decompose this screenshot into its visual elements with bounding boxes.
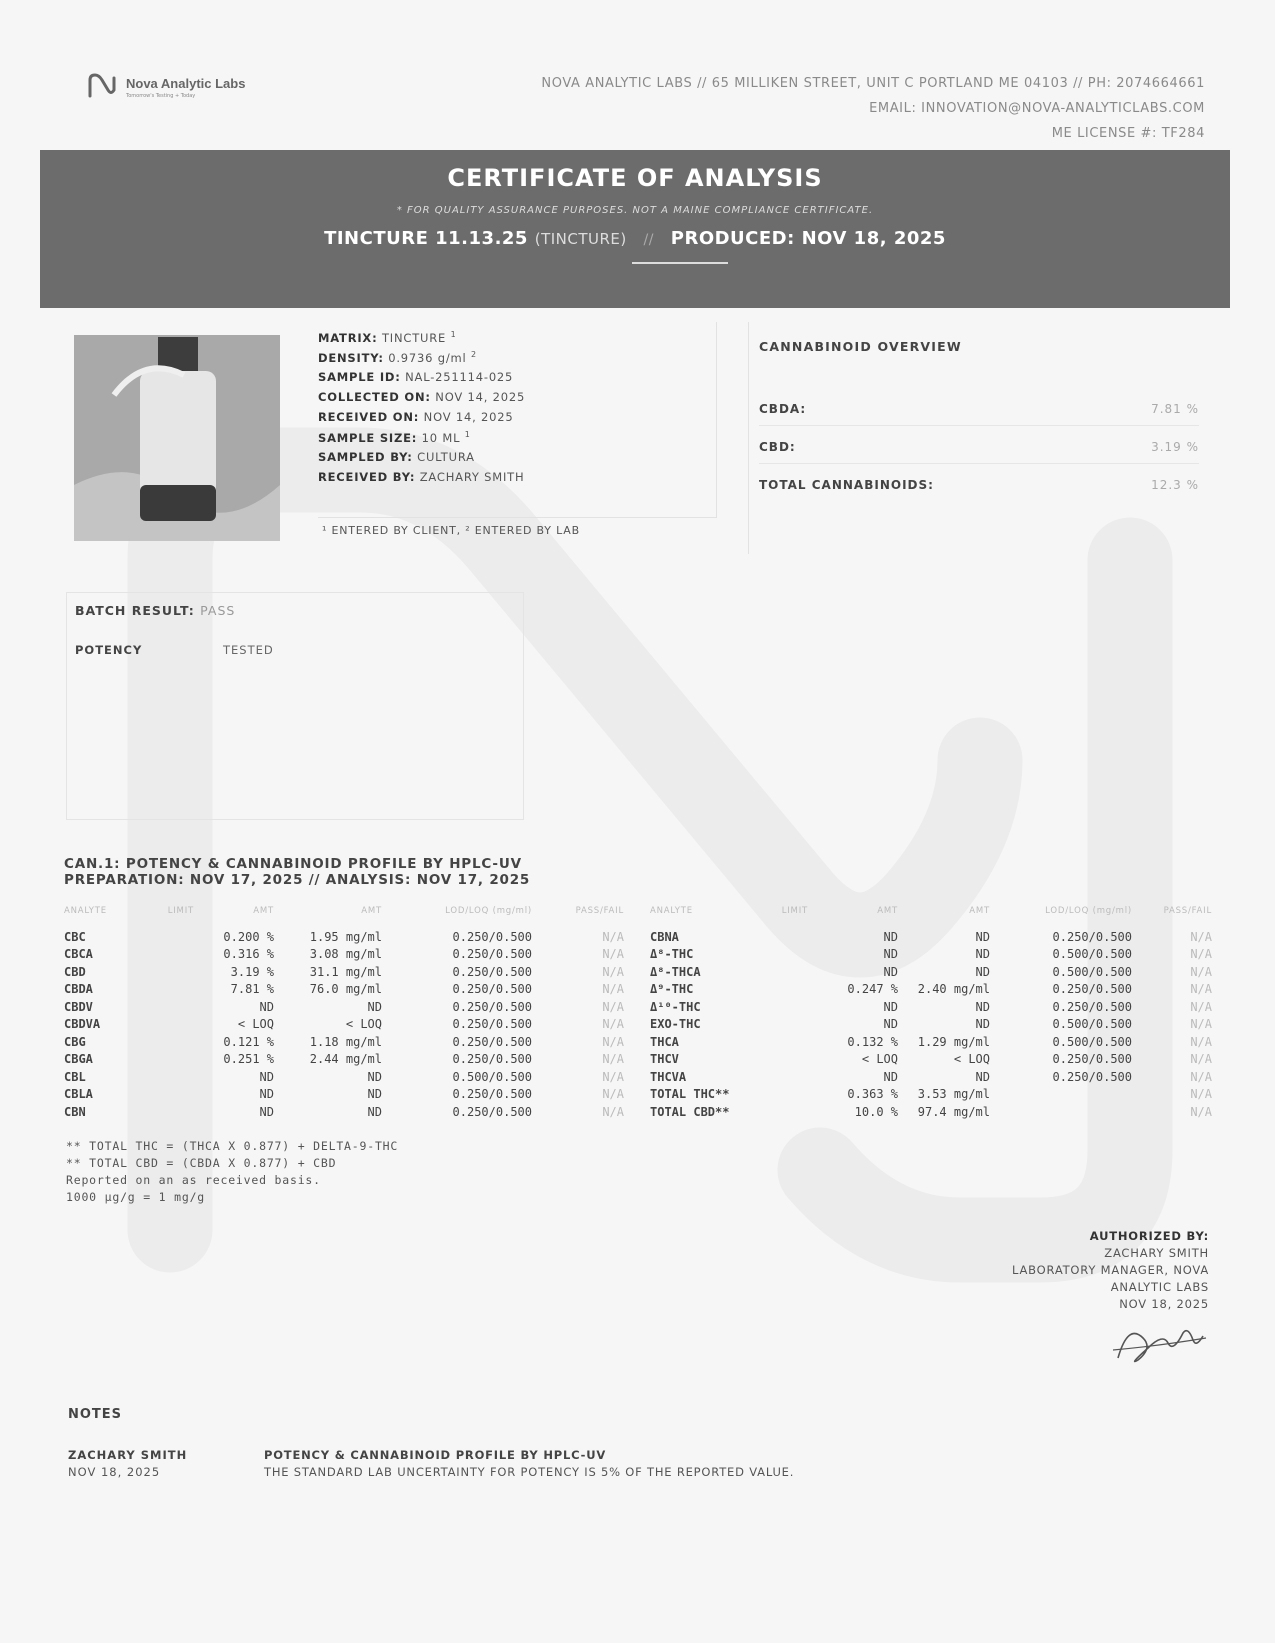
pass-fail-status: N/A — [602, 947, 624, 962]
overview-row-cbda — [759, 402, 1199, 426]
analyte-name: CBDV — [64, 999, 93, 1014]
batch-test-name: POTENCY — [75, 643, 143, 657]
amount-mg-ml: ND — [367, 999, 382, 1014]
lod-loq-value: 0.250/0.500 — [1052, 999, 1132, 1014]
overview-label: TOTAL CANNABINOIDS: — [759, 478, 934, 492]
amount-percent: ND — [259, 1104, 274, 1119]
product-line — [40, 228, 1230, 249]
limit-value — [144, 1068, 194, 1086]
amount-mg-ml: ND — [367, 1104, 382, 1119]
sample-info-value: NAL-251114-025 — [405, 370, 514, 384]
cannabinoid-overview — [748, 322, 1201, 554]
amount-percent: ND — [883, 999, 898, 1014]
sample-info-label: SAMPLE SIZE: — [318, 430, 418, 445]
batch-result-box — [66, 592, 524, 820]
sample-info-label: RECEIVED BY: — [318, 470, 416, 484]
sample-info-label: COLLECTED ON: — [318, 390, 431, 404]
results-table-left — [64, 906, 624, 1121]
amount-percent: < LOQ — [237, 1017, 274, 1032]
analyte-name: CBLA — [64, 1087, 93, 1102]
authorized-by-label: AUTHORIZED BY: — [1089, 1229, 1209, 1243]
table-row — [650, 928, 1212, 946]
column-header: AMT — [253, 906, 274, 916]
amount-percent: 0.200 % — [223, 929, 274, 944]
overview-value: 7.81 % — [1151, 402, 1199, 416]
analyte-name: THCVA — [650, 1069, 687, 1084]
amount-mg-ml: 2.40 mg/ml — [917, 982, 990, 997]
sample-info-row — [318, 330, 716, 350]
analyte-name: CBD — [64, 964, 86, 979]
limit-value — [758, 1068, 808, 1086]
table-row — [650, 1068, 1212, 1086]
sample-info-footnote-mark: 2 — [470, 350, 477, 359]
analyte-name: Δ⁸-THC — [650, 947, 694, 962]
amount-mg-ml: ND — [975, 1069, 990, 1084]
limit-value — [758, 963, 808, 981]
lod-loq-value — [990, 1086, 1132, 1104]
overview-row-total — [759, 478, 1199, 501]
amount-mg-ml: ND — [975, 1017, 990, 1032]
amount-percent: 0.363 % — [847, 1087, 898, 1102]
table-row — [64, 998, 624, 1016]
limit-value — [758, 1051, 808, 1069]
sample-info-list — [318, 330, 716, 490]
logo-tagline: Tomorrow's Testing + Today — [126, 93, 196, 99]
sample-info-value: TINCTURE — [381, 330, 447, 345]
limit-value — [758, 1033, 808, 1051]
authorization-block — [1012, 1228, 1209, 1313]
limit-value — [758, 981, 808, 999]
amount-mg-ml: ND — [975, 964, 990, 979]
analyte-name: CBDA — [64, 982, 93, 997]
analyte-name: CBCA — [64, 947, 93, 962]
product-type: (TINCTURE) — [534, 230, 627, 248]
overview-value: 3.19 % — [1151, 440, 1199, 454]
footnote-line: 1000 µg/g = 1 mg/g — [66, 1190, 206, 1204]
footnote-line: Reported on an as received basis. — [66, 1173, 321, 1187]
banner-underline — [632, 262, 728, 264]
footnote-line: ** TOTAL THC = (THCA X 0.877) + DELTA-9-THC — [66, 1139, 399, 1153]
lod-loq-value: 0.250/0.500 — [1052, 929, 1132, 944]
table-row — [64, 963, 624, 981]
table-row — [64, 1103, 624, 1121]
authorizer-title-cont: ANALYTIC LABS — [1110, 1280, 1209, 1294]
table-row — [650, 1103, 1212, 1121]
limit-value — [758, 928, 808, 946]
sample-photo — [74, 335, 280, 541]
limit-value — [758, 1016, 808, 1034]
amount-mg-ml: ND — [975, 999, 990, 1014]
pass-fail-status: N/A — [602, 1052, 624, 1067]
column-header: PASS/FAIL — [1163, 906, 1212, 916]
column-header: PASS/FAIL — [575, 906, 624, 916]
amount-mg-ml: ND — [975, 947, 990, 962]
pass-fail-status: N/A — [602, 1087, 624, 1102]
notes-content — [264, 1447, 794, 1481]
lod-loq-value — [990, 1103, 1132, 1121]
sample-footnote: ¹ ENTERED BY CLIENT, ² ENTERED BY LAB — [322, 524, 580, 537]
column-header: AMT — [877, 906, 898, 916]
column-header: AMT — [969, 906, 990, 916]
column-header: LIMIT — [781, 906, 808, 916]
amount-percent: 0.247 % — [847, 982, 898, 997]
lod-loq-value: 0.500/0.500 — [1052, 1034, 1132, 1049]
limit-value — [144, 981, 194, 999]
table-header-row — [64, 906, 624, 928]
analyte-name: THCA — [650, 1034, 679, 1049]
sample-info-row — [318, 390, 716, 410]
pass-fail-status: N/A — [602, 1034, 624, 1049]
lod-loq-value: 0.250/0.500 — [452, 1087, 532, 1102]
table-row — [650, 1086, 1212, 1104]
column-header: AMT — [361, 906, 382, 916]
amount-mg-ml: ND — [367, 1069, 382, 1084]
pass-fail-status: N/A — [1190, 964, 1212, 979]
analyte-name: THCV — [650, 1052, 679, 1067]
product-name: TINCTURE 11.13.25 — [324, 228, 528, 249]
sample-info-row — [318, 370, 716, 390]
overview-title: CANNABINOID OVERVIEW — [759, 339, 962, 354]
amount-mg-ml: 76.0 mg/ml — [309, 982, 382, 997]
analyte-name: EXO-THC — [650, 1017, 701, 1032]
signature-image — [1108, 1318, 1208, 1368]
lod-loq-value: 0.250/0.500 — [452, 1017, 532, 1032]
amount-mg-ml: ND — [975, 929, 990, 944]
amount-mg-ml: 3.53 mg/ml — [917, 1087, 990, 1102]
batch-result — [75, 603, 235, 618]
overview-label: CBD: — [759, 440, 796, 454]
pass-fail-status: N/A — [1190, 999, 1212, 1014]
limit-value — [758, 1103, 808, 1121]
notes-title: NOTES — [68, 1407, 123, 1422]
sample-info-row — [318, 430, 716, 450]
analyte-name: CBDVA — [64, 1017, 101, 1032]
lod-loq-value: 0.250/0.500 — [452, 1052, 532, 1067]
limit-value — [144, 1051, 194, 1069]
limit-value — [758, 998, 808, 1016]
lod-loq-value: 0.500/0.500 — [1052, 947, 1132, 962]
analyte-name: CBC — [64, 929, 86, 944]
authorizer-title: LABORATORY MANAGER, NOVA — [1012, 1263, 1209, 1277]
amount-mg-ml: 97.4 mg/ml — [917, 1104, 990, 1119]
notes-date: NOV 18, 2025 — [68, 1465, 161, 1479]
amount-mg-ml: 3.08 mg/ml — [309, 947, 382, 962]
sample-info-value: CULTURA — [417, 450, 475, 464]
product-separator: // — [643, 232, 654, 248]
lod-loq-value: 0.250/0.500 — [452, 929, 532, 944]
pass-fail-status: N/A — [1190, 1052, 1212, 1067]
analysis-title — [64, 856, 530, 888]
pass-fail-status: N/A — [602, 964, 624, 979]
pass-fail-status: N/A — [1190, 1104, 1212, 1119]
limit-value — [758, 1086, 808, 1104]
pass-fail-status: N/A — [1190, 1069, 1212, 1084]
limit-value — [144, 1086, 194, 1104]
pass-fail-status: N/A — [1190, 982, 1212, 997]
pass-fail-status: N/A — [1190, 1087, 1212, 1102]
table-row — [650, 981, 1212, 999]
pass-fail-status: N/A — [602, 982, 624, 997]
amount-percent: ND — [259, 1087, 274, 1102]
sample-info-label: RECEIVED ON: — [318, 410, 420, 424]
lod-loq-value: 0.250/0.500 — [1052, 1069, 1132, 1084]
analyte-name: TOTAL CBD** — [650, 1104, 730, 1119]
logo-name: Nova Analytic Labs — [126, 76, 246, 91]
amount-mg-ml: 2.44 mg/ml — [309, 1052, 382, 1067]
pass-fail-status: N/A — [602, 1104, 624, 1119]
lod-loq-value: 0.250/0.500 — [452, 1104, 532, 1119]
sample-info-label: SAMPLE ID: — [318, 370, 401, 384]
limit-value — [144, 1033, 194, 1051]
lod-loq-value: 0.500/0.500 — [1052, 1017, 1132, 1032]
analyte-name: TOTAL THC** — [650, 1087, 730, 1102]
pass-fail-status: N/A — [1190, 1017, 1212, 1032]
amount-percent: 0.251 % — [223, 1052, 274, 1067]
amount-mg-ml: ND — [367, 1087, 382, 1102]
certificate-banner — [40, 150, 1230, 308]
sample-info-box — [318, 322, 717, 518]
amount-percent: ND — [259, 999, 274, 1014]
amount-percent: ND — [259, 1069, 274, 1084]
limit-value — [144, 963, 194, 981]
lod-loq-value: 0.250/0.500 — [1052, 1052, 1132, 1067]
amount-percent: 0.132 % — [847, 1034, 898, 1049]
amount-percent: 0.316 % — [223, 947, 274, 962]
batch-result-value: PASS — [200, 603, 236, 618]
amount-percent: 3.19 % — [230, 964, 274, 979]
amount-percent: ND — [883, 1069, 898, 1084]
limit-value — [144, 998, 194, 1016]
analysis-footnotes — [66, 1138, 398, 1206]
lod-loq-value: 0.500/0.500 — [452, 1069, 532, 1084]
analyte-name: Δ⁸-THCA — [650, 964, 701, 979]
batch-test-row — [75, 643, 274, 657]
sample-info-row — [318, 350, 716, 370]
table-header-row — [650, 906, 1212, 928]
pass-fail-status: N/A — [1190, 1034, 1212, 1049]
table-row — [650, 1051, 1212, 1069]
analyte-name: CBNA — [650, 929, 679, 944]
batch-result-label: BATCH RESULT: — [75, 603, 195, 618]
amount-percent: 7.81 % — [230, 982, 274, 997]
pass-fail-status: N/A — [602, 999, 624, 1014]
nova-logo-icon — [86, 72, 120, 100]
lab-email: EMAIL: INNOVATION@NOVA-ANALYTICLABS.COM — [869, 101, 1205, 116]
amount-percent: ND — [883, 929, 898, 944]
authorization-date: NOV 18, 2025 — [1119, 1297, 1209, 1311]
lod-loq-value: 0.250/0.500 — [452, 947, 532, 962]
amount-percent: ND — [883, 947, 898, 962]
amount-mg-ml: < LOQ — [953, 1052, 990, 1067]
sample-info-label: SAMPLED BY: — [318, 450, 413, 464]
lod-loq-value: 0.250/0.500 — [452, 1034, 532, 1049]
amount-percent: 10.0 % — [854, 1104, 898, 1119]
certificate-disclaimer: * FOR QUALITY ASSURANCE PURPOSES. NOT A MAINE COMPLIANCE CERTIFICATE. — [396, 205, 874, 216]
column-header: LOD/LOQ (mg/ml) — [1045, 906, 1132, 916]
sample-info-footnote-mark: 1 — [464, 430, 471, 439]
notes-heading: POTENCY & CANNABINOID PROFILE BY HPLC-UV — [264, 1448, 607, 1462]
sample-info-value: ZACHARY SMITH — [419, 470, 525, 484]
sample-info-label: MATRIX: — [318, 330, 378, 345]
table-row — [64, 981, 624, 999]
amount-mg-ml: 1.29 mg/ml — [917, 1034, 990, 1049]
amount-mg-ml: 1.95 mg/ml — [309, 929, 382, 944]
lab-address: NOVA ANALYTIC LABS // 65 MILLIKEN STREET, UNIT C PORTLAND ME 04103 // PH: 2074664661 — [541, 76, 1205, 91]
sample-info-value: NOV 14, 2025 — [435, 390, 526, 404]
table-row — [64, 1068, 624, 1086]
sample-info-row — [318, 410, 716, 430]
overview-label: CBDA: — [759, 402, 807, 416]
certificate-title: CERTIFICATE OF ANALYSIS — [447, 164, 823, 192]
table-row — [650, 1016, 1212, 1034]
pass-fail-status: N/A — [602, 1069, 624, 1084]
limit-value — [758, 946, 808, 964]
amount-percent: ND — [883, 964, 898, 979]
sample-info-footnote-mark: 1 — [450, 330, 457, 339]
table-row — [650, 946, 1212, 964]
analyte-name: CBG — [64, 1034, 86, 1049]
limit-value — [144, 1103, 194, 1121]
analysis-method: CAN.1: POTENCY & CANNABINOID PROFILE BY HPLC-UV — [64, 856, 522, 872]
lod-loq-value: 0.250/0.500 — [452, 964, 532, 979]
amount-mg-ml: < LOQ — [345, 1017, 382, 1032]
notes-text: THE STANDARD LAB UNCERTAINTY FOR POTENCY IS 5% OF THE REPORTED VALUE. — [264, 1465, 795, 1479]
sample-info-row — [318, 450, 716, 470]
table-row — [64, 946, 624, 964]
analyte-name: CBGA — [64, 1052, 93, 1067]
analyte-name: CBL — [64, 1069, 86, 1084]
amount-mg-ml: 1.18 mg/ml — [309, 1034, 382, 1049]
analyte-name: Δ⁹-THC — [650, 982, 694, 997]
sample-info-value: 10 ML — [421, 430, 461, 445]
column-header: ANALYTE — [650, 906, 693, 916]
sample-info-row — [318, 470, 716, 490]
lod-loq-value: 0.250/0.500 — [452, 999, 532, 1014]
overview-row-cbd — [759, 440, 1199, 464]
column-header: LOD/LOQ (mg/ml) — [445, 906, 532, 916]
pass-fail-status: N/A — [602, 1017, 624, 1032]
pass-fail-status: N/A — [1190, 947, 1212, 962]
sample-info-value: 0.9736 g/ml — [388, 350, 467, 365]
table-row — [650, 1033, 1212, 1051]
column-header: LIMIT — [167, 906, 194, 916]
pass-fail-status: N/A — [602, 929, 624, 944]
table-row — [64, 1016, 624, 1034]
lod-loq-value: 0.250/0.500 — [452, 982, 532, 997]
amount-percent: < LOQ — [861, 1052, 898, 1067]
lod-loq-value: 0.500/0.500 — [1052, 964, 1132, 979]
batch-test-status: TESTED — [223, 643, 274, 657]
lab-logo — [86, 72, 245, 100]
table-row — [64, 928, 624, 946]
limit-value — [144, 928, 194, 946]
pass-fail-status: N/A — [1190, 929, 1212, 944]
notes-author: ZACHARY SMITH — [68, 1448, 188, 1462]
table-row — [64, 1051, 624, 1069]
table-row — [64, 1033, 624, 1051]
footnote-line: ** TOTAL CBD = (CBDA X 0.877) + CBD — [66, 1156, 337, 1170]
overview-value: 12.3 % — [1151, 478, 1199, 492]
amount-percent: 0.121 % — [223, 1034, 274, 1049]
results-table-right — [650, 906, 1212, 1121]
produced-date: PRODUCED: NOV 18, 2025 — [670, 228, 946, 249]
column-header: ANALYTE — [64, 906, 107, 916]
analyte-name: Δ¹⁰-THC — [650, 999, 701, 1014]
amount-mg-ml: 31.1 mg/ml — [309, 964, 382, 979]
lab-license: ME LICENSE #: TF284 — [1051, 126, 1205, 141]
amount-percent: ND — [883, 1017, 898, 1032]
table-row — [650, 963, 1212, 981]
table-row — [64, 1086, 624, 1104]
lod-loq-value: 0.250/0.500 — [1052, 982, 1132, 997]
notes-author-block — [68, 1447, 187, 1481]
sample-info-label: DENSITY: — [318, 350, 384, 365]
sample-info-value: NOV 14, 2025 — [423, 410, 514, 424]
limit-value — [144, 1016, 194, 1034]
table-row — [650, 998, 1212, 1016]
analyte-name: CBN — [64, 1104, 86, 1119]
limit-value — [144, 946, 194, 964]
authorizer-name: ZACHARY SMITH — [1104, 1246, 1209, 1260]
analysis-dates: PREPARATION: NOV 17, 2025 // ANALYSIS: NOV 17, 2025 — [64, 872, 531, 888]
